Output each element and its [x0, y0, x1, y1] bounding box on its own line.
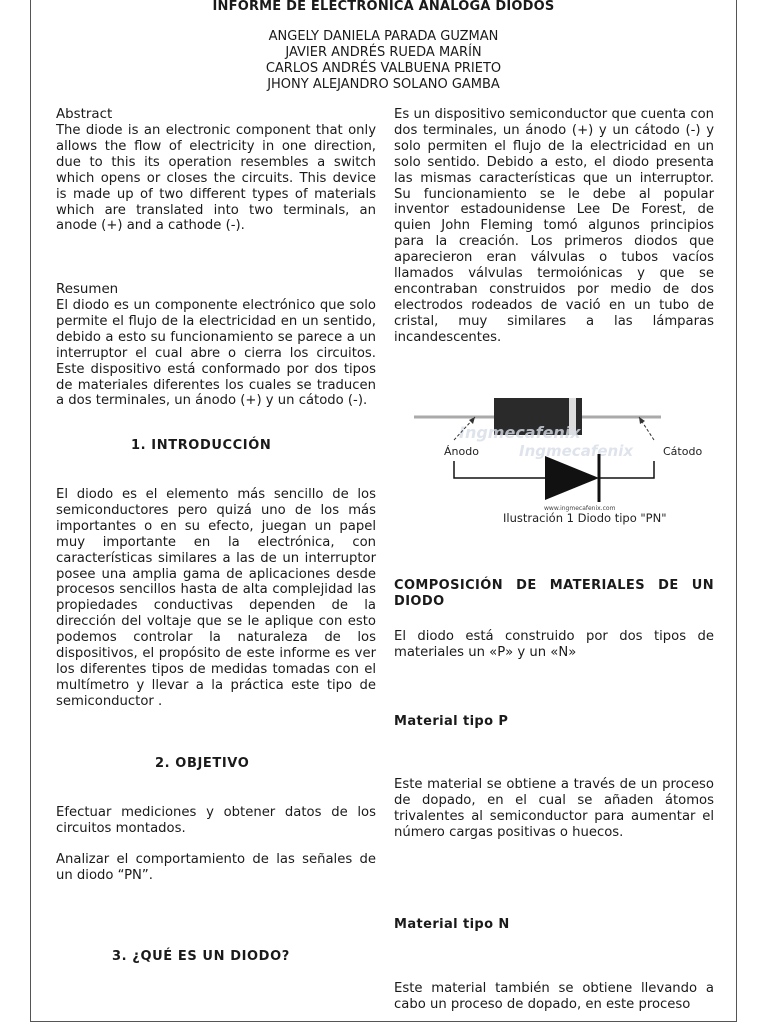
material-n-heading: Material tipo N — [394, 917, 510, 932]
site-text: www.ingmecafenix.com — [544, 505, 616, 512]
author-name: JAVIER ANDRÉS RUEDA MARÍN — [285, 45, 482, 60]
objetivo-text-2: Analizar el comportamiento de las señales de un diodo “PN”. — [56, 851, 376, 883]
cathode-label: Cátodo — [663, 445, 703, 458]
abstract-heading: Abstract — [56, 107, 113, 122]
abstract-text: The diode is an electronic component that only allows the flow of electricity in one direction, due to this its operation resembles a switch which opens or closes the circuits. This device is made up of two different types of materials which are translated into two terminals, an anode (+) and a cathode (-). — [56, 123, 376, 234]
introduccion-text: El diodo es el elemento más sencillo de los semiconductores pero quizá uno de los más importantes o en su efecto, juegan un papel muy importante en la electrónica, con características similares a las de un interruptor posee una amplia gama de aplicaciones desde procesos sencillos hasta de alta complejidad las propiedades conductivas dependen de la dirección del voltaje que se le aplique con esto podemos controlar la naturaleza de los dispositivos, el propósito de este informe es ver los diferentes tipos de medidas tomadas con el multímetro y llevar a la práctica este tipo de semiconductor . — [56, 487, 376, 709]
composition-text: El diodo está construido por dos tipos de materiales un «P» y un «N» — [394, 629, 714, 660]
objetivo-section — [56, 805, 376, 884]
resumen-heading: Resumen — [56, 282, 119, 297]
section-heading-introduccion: 1. INTRODUCCIÓN — [131, 438, 272, 453]
diode-illustration — [409, 388, 703, 528]
section-heading-objetivo: 2. OBJETIVO — [155, 756, 250, 771]
material-p-section — [394, 714, 714, 841]
diodo-description — [394, 107, 714, 346]
author-name: CARLOS ANDRÉS VALBUENA PRIETO — [265, 61, 502, 76]
author-name: JHONY ALEJANDRO SOLANO GAMBA — [267, 77, 500, 92]
composition-heading: COMPOSICIÓN DE MATERIALES DE UN DIODO — [394, 578, 714, 609]
abstract-section — [56, 107, 376, 234]
diodo-description-text: Es un dispositivo semiconductor que cuenta con dos terminales, un ánodo (+) y un cátodo (-) y solo permiten el flujo de la electricidad en un solo sentido. Debido a esto, el diodo presenta las mismas características que un interruptor. Su funcionamiento se le debe al popular inventor estadounidense Lee De Forest, de quien John Fleming tomó algunos principios para la creación. Los primeros diodos que aparecieron eran válvulas o tubos vacíos llamados válvulas termoiónicas y que se encontraban construidos por medio de dos electrodos rodeados de vació en un tubo de cristal, muy similares a las lámparas incandescentes. — [394, 107, 714, 345]
resumen-section — [56, 282, 376, 409]
author-list — [31, 29, 736, 93]
composition-section — [394, 578, 714, 661]
watermark-text-2: Ingmecafenix — [519, 442, 634, 460]
section-heading-que-es-un-diodo: 3. ¿QUÉ ES UN DIODO? — [112, 949, 290, 964]
diode-figure — [409, 388, 703, 528]
material-p-text: Este material se obtiene a través de un proceso de dopado, en el cual se añaden átomos trivalentes al semiconductor para aumentar el número cargas positivas o huecos. — [394, 777, 714, 840]
watermark-text: Ingmecafenix — [459, 423, 581, 442]
material-p-heading: Material tipo P — [394, 714, 509, 729]
material-n-text: Este material también se obtiene llevando a cabo un proceso de dopado, en este proceso — [394, 981, 714, 1012]
resumen-text: El diodo es un componente electrónico que solo permite el flujo de la electricidad en un sentido, debido a esto su funcionamiento se parece a un interruptor el cual abre o cierra los circuitos. Este dispositivo está conformado por dos tipos de materiales diferentes los cuales se traducen a dos terminales, un ánodo (+) y un cátodo (-). — [56, 298, 376, 409]
figure-caption: Ilustración 1 Diodo tipo "PN" — [503, 511, 667, 525]
objetivo-text-1: Efectuar mediciones y obtener datos de los circuitos montados. — [56, 805, 376, 836]
document-title: INFORME DE ELECTRONICA ANALOGA DIODOS — [212, 0, 555, 14]
author-name: ANGELY DANIELA PARADA GUZMAN — [268, 29, 499, 44]
introduccion-section — [56, 487, 376, 710]
material-n-section — [394, 917, 714, 1013]
anode-label: Ánodo — [444, 445, 479, 458]
document-page — [30, 0, 737, 1022]
